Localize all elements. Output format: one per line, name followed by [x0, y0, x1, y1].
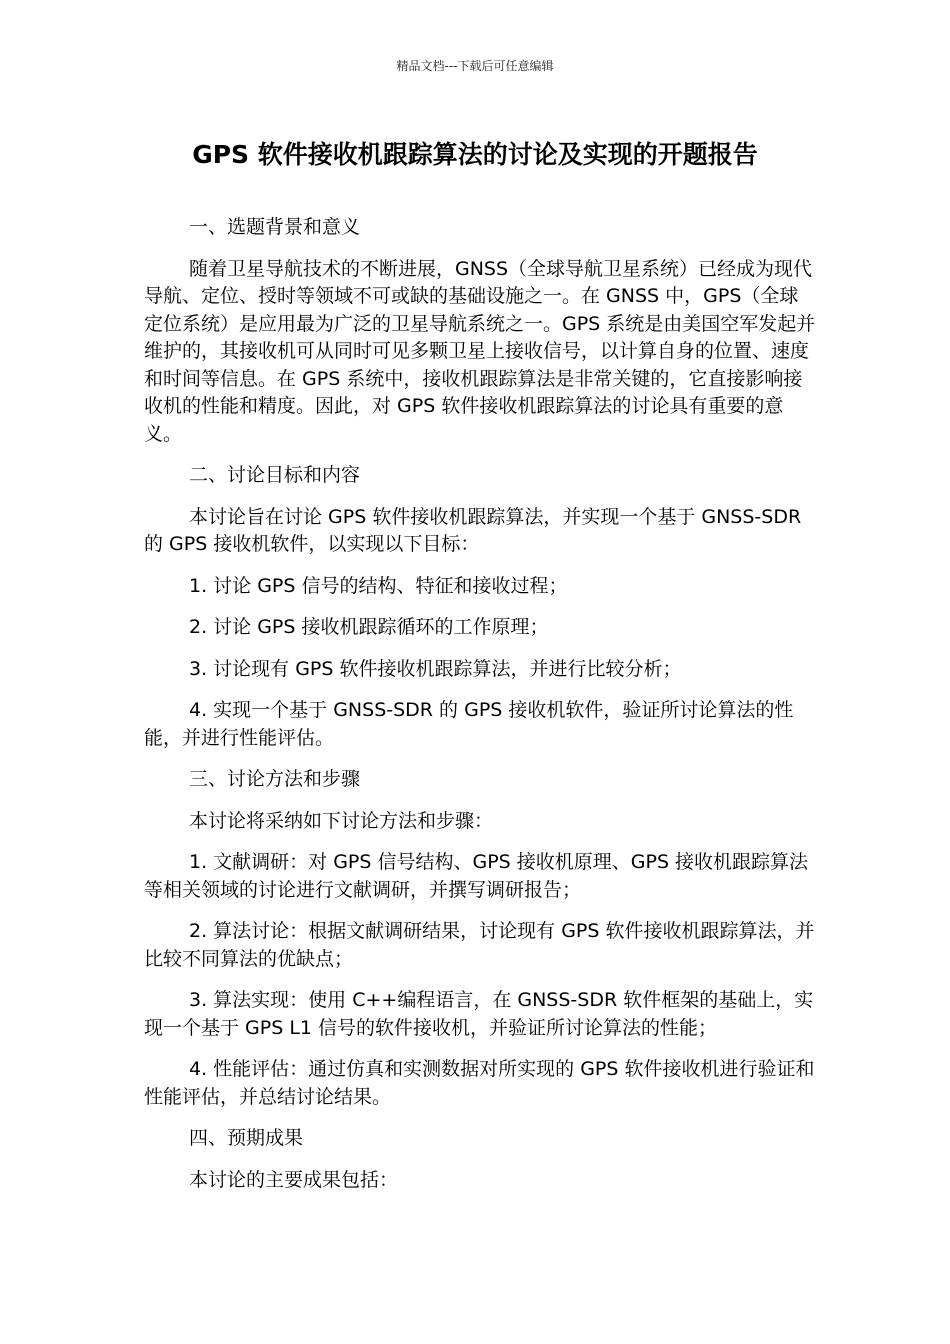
page-header: 精品文档---下载后可任意编辑: [396, 59, 554, 73]
paragraph-methods-intro: 本讨论将采纳如下讨论方法和步骤：: [189, 809, 494, 832]
section-heading-goals: 二、讨论目标和内容: [189, 464, 361, 486]
section-heading-background: 一、选题背景和意义: [189, 216, 361, 238]
section-heading-outcomes: 四、预期成果: [189, 1127, 304, 1149]
list-item-method: 2. 算法讨论：根据文献调研结果，讨论现有 GPS 软件接收机跟踪算法，并比较不同算法的优缺点；: [144, 920, 815, 970]
paragraph-outcomes-intro: 本讨论的主要成果包括：: [189, 1168, 399, 1191]
list-item-method: 3. 算法实现：使用 C++编程语言，在 GNSS-SDR 软件框架的基础上，实现一个基于 GPS L1 信号的软件接收机，并验证所讨论算法的性能；: [144, 989, 814, 1039]
document-body: [144, 214, 816, 1194]
list-item-method: 4. 性能评估：通过仿真和实测数据对所实现的 GPS 软件接收机进行验证和性能评估，并总结讨论结果。: [144, 1058, 815, 1108]
paragraph-background: 随着卫星导航技术的不断进展，GNSS（全球导航卫星系统）已经成为现代导航、定位、授时等领域不可或缺的基础设施之一。在 GNSS 中，GPS（全球定位系统）是应用最为广泛的卫星导航系统之一。GPS 系统是由美国空军发起并维护的，其接收机可从同时可见多颗卫星上接收信号，以计算自身的位置、速度和时间等信息。在 GPS 系统中，接收机跟踪算法是非常关键的，它直接影响接收机的性能和精度。因此，对 GPS 软件接收机跟踪算法的讨论具有重要的意义。: [144, 257, 816, 445]
list-item-goal: 4. 实现一个基于 GNSS-SDR 的 GPS 接收机软件，验证所讨论算法的性能，并进行性能评估。: [144, 699, 794, 749]
list-item-goal: 3. 讨论现有 GPS 软件接收机跟踪算法，并进行比较分析；: [189, 657, 682, 680]
document-title: GPS 软件接收机跟踪算法的讨论及实现的开题报告: [192, 140, 758, 169]
list-item-goal: 1. 讨论 GPS 信号的结构、特征和接收过程；: [189, 574, 568, 597]
section-heading-methods: 三、讨论方法和步骤: [189, 768, 361, 790]
list-item-method: 1. 文献调研：对 GPS 信号结构、GPS 接收机原理、GPS 接收机跟踪算法等相关领域的讨论进行文献调研，并撰写调研报告；: [144, 851, 809, 901]
list-item-goal: 2. 讨论 GPS 接收机跟踪循环的工作原理；: [189, 616, 549, 638]
paragraph-goals-intro: 本讨论旨在讨论 GPS 软件接收机跟踪算法，并实现一个基于 GNSS-SDR 的 GPS 接收机软件，以实现以下目标：: [144, 505, 802, 555]
